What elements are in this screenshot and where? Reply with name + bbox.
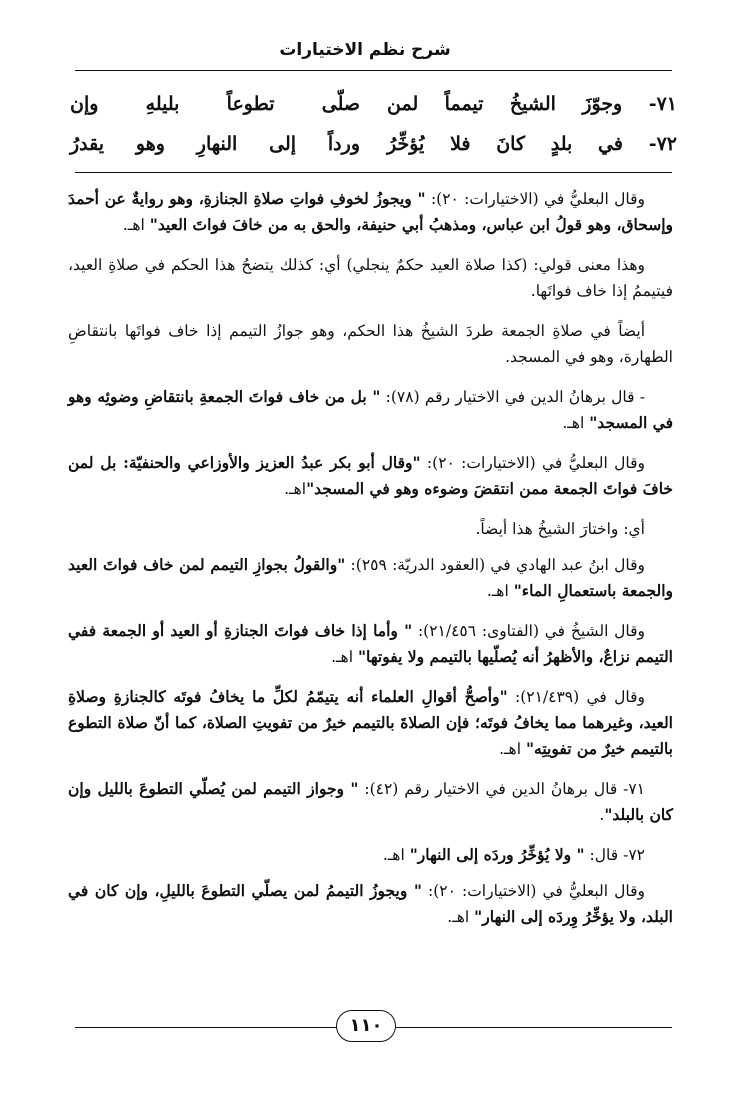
paragraph-quote: "وقال أبو بكر عبدُ العزيز والأوزاعي والحنفيّة: بل لمن خافَ فواتَ الجمعة ممن انتقضَ وضوءه وهو في المسجد" [68,453,673,498]
verse-second-hemistich: صلّى تطوعاً بليلهِ وإن [70,93,360,115]
paragraph-quote: " ويجوزُ لخوفِ فواتِ صلاةِ الجنازةِ، وهو روايةٌ عن أحمدَ وإسحاق، وهو قولُ ابن عباس، ومذهبُ أبي حنيفة، والحق به من خافَ فواتَ العيد" [68,189,673,234]
paragraph-text: - قال برهانُ الدين في الاختيار رقم (٧٨): [380,388,645,406]
paragraph [68,252,673,304]
paragraph [68,776,673,828]
paragraph-quote: " وأما إذا خاف فواتَ الجنازةِ أو العيد أو الجمعة ففي التيمم نزاعٌ، والأظهرُ أنه يُصلّيها بالتيمم ولا يفوتها" [68,621,673,666]
paragraph [68,842,673,868]
paragraph-tail: اهـ. [562,414,590,432]
verse-first-text: في بلدٍ كانَ فلا يُؤخِّرُ [387,133,623,155]
paragraph-text: أيضاً في صلاةِ الجمعة طردَ الشيخُ هذا الحكم، وهو جوازُ التيمم إذا خاف فواتَها بانتقاضِ الطهارة، وهو في المسجد. [68,322,673,366]
paragraph-tail: اهـ. [331,648,358,666]
page-header-title: شرح نظم الاختيارات [279,40,451,60]
verse-first-text: وجوّزَ الشيخُ تيمماً لمن [387,93,623,115]
paragraph-text: ٧٢- قال: [584,846,645,864]
paragraph [68,384,673,436]
verse-line [70,84,677,124]
paragraph-tail: . [599,806,605,824]
paragraph [68,450,673,502]
paragraph [68,552,673,604]
paragraph-text: وقال البعليُّ في (الاختيارات: ٢٠): [420,454,646,472]
verses-divider [75,172,672,173]
paragraph-tail: اهـ. [382,846,410,864]
verse-number: ٧٢- [648,133,677,155]
paragraph-text: وقال البعليُّ في (الاختيارات: ٢٠): [425,190,645,208]
verse-second-hemistich: ورداً إلى النهارِ وهو يقدرُ [70,133,360,155]
paragraph [68,878,673,930]
paragraph-tail: اهـ. [499,740,526,758]
paragraph-text: وقال في (٢١/٤٣٩): [507,688,646,706]
paragraph-text: وقال ابنُ عبد الهادي في (العقود الدريّة: ٢٥٩): [345,556,645,574]
commentary-body [68,186,673,944]
paragraph-quote: " ويجوزُ التيممُ لمن يصلّي التطوعَ بالليلِ، وإن كان في البلد، ولا يؤخِّرُ وِردَه إلى النهار" [68,881,673,926]
paragraph-tail: اهـ. [447,908,475,926]
paragraph-quote: " وجواز التيمم لمن يُصلّي التطوعَ بالليل وإن كان بالبلد" [68,779,673,824]
paragraph-text: وهذا معنى قولي: (كذا صلاة العيد حكمٌ ينجلي) أي: كذلك يتضحُ هذا الحكم في صلاةِ العيد، فيتيممُ إذا خاف فواتَها. [68,256,673,300]
paragraph [68,684,673,762]
verse-first-hemistich [387,124,677,164]
verse-number: ٧١- [648,93,677,115]
paragraph-text: أي: واختارَ الشيخُ هذا أيضاً. [475,520,645,538]
verse-line [70,124,677,164]
paragraph-tail: اهـ. [486,582,514,600]
paragraph-quote: "وأصحُّ أقوالِ العلماء أنه يتيمّمُ لكلِّ ما يخافُ فوتَه كالجنازةِ وصلاةِ العيد، وغيرهما مما يخافُ فوتَه؛ فإن الصلاةَ بالتيمم خيرٌ من تفويتِ الصلاة، كما أنّ صلاة التطوع بالتيمم خيرٌ من تفويتِه" [68,687,673,758]
paragraph-tail: اهـ. [122,216,150,234]
header-divider [75,70,672,71]
paragraph-text: وقال الشيخُ في (الفتاوى: ٢١/٤٥٦): [412,622,646,640]
verse-first-hemistich [387,84,677,124]
paragraph [68,618,673,670]
paragraph-tail: اهـ. [284,480,307,498]
paragraph-text: وقال البعليُّ في (الاختيارات: ٢٠): [421,882,646,900]
paragraph [68,186,673,238]
paragraph-quote: " بل من خاف فواتَ الجمعةِ بانتقاضِ وضوئِه وهو في المسجد" [68,387,673,432]
paragraph [68,516,673,542]
paragraph [68,318,673,370]
paragraph-text: ٧١- قال برهانُ الدين في الاختيار رقم (٤٢): [358,780,645,798]
page-number-badge: ١١٠ [336,1010,396,1042]
poem-verses [70,84,677,164]
paragraph-quote: " ولا يُؤخِّرُ وردَه إلى النهار" [409,845,585,864]
paragraph-quote: "والقولُ بجوازِ التيمم لمن خاف فواتَ العيد والجمعة باستعمالِ الماء" [68,555,673,600]
